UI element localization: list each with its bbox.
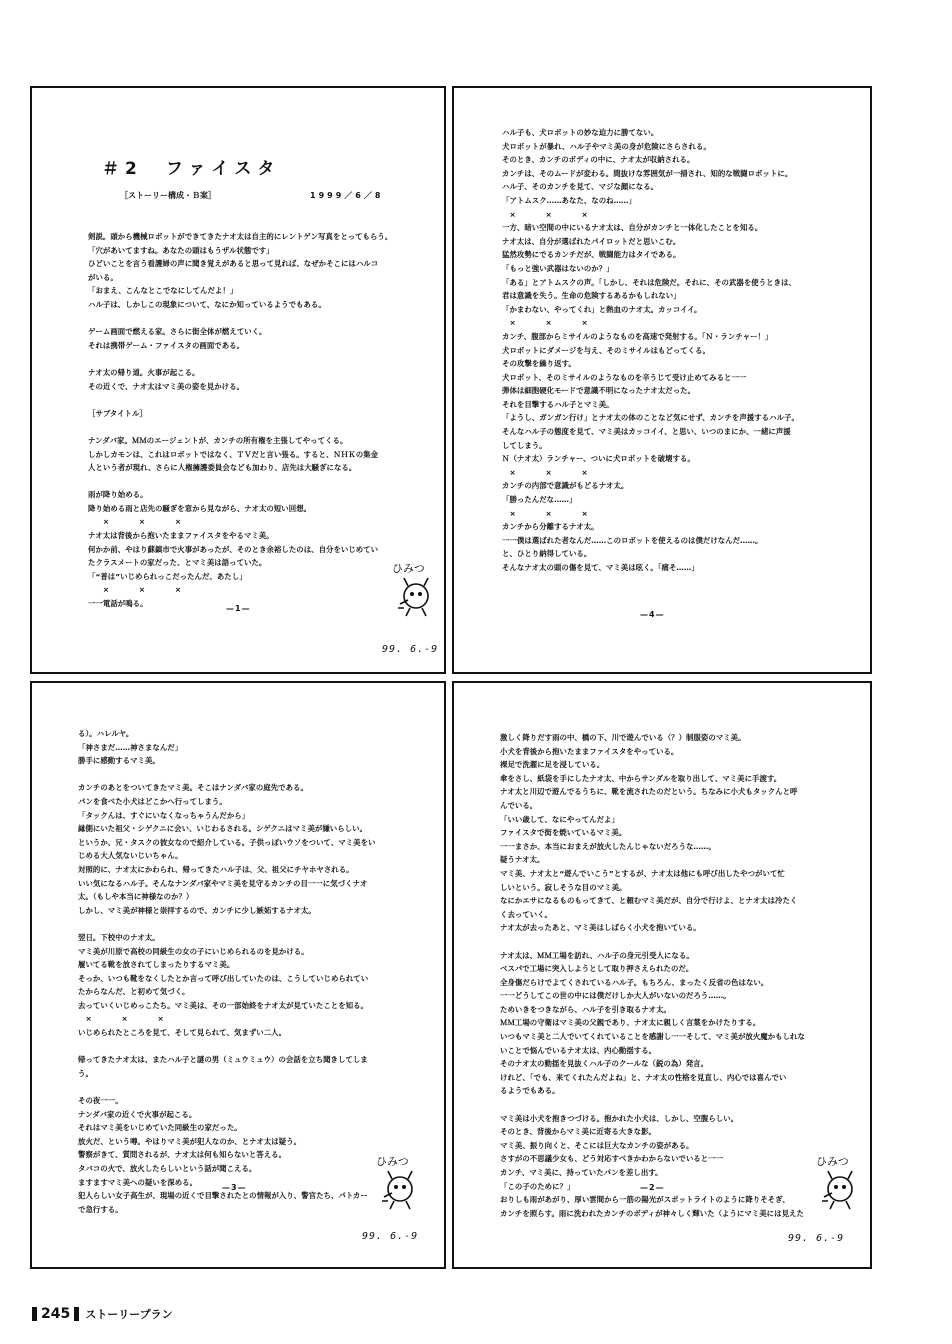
script-page-2 xyxy=(452,681,872,1269)
page-body-text: 激しく降りだす雨の中、橋の下、川で遊んでいる（？）制服姿のマミ美。 小犬を背後から抱いたままファイスタをやっている。 裸足で洗濯に足を浸している。 傘をさし、紙袋を手にしたナオ太、中からサンダルを取り出して、マミ美に手渡す。 ナオ太と川辺で遊んでるうちに、靴を流されたのだという。ちなみに小犬もタックんと呼 んでいる。 「いい歳して、なにやってんだよ」 ファイスタで街を焼いているマミ美。 一一まさか、本当におまえが放火したんじゃないだろうな……。 疑うナオ太。 マミ美、ナオ太と“遊んでいこう”とするが、ナオ太は他にも呼び出したやつがいて忙 しいという。寂しそうな目のマミ美。 なにかエサになるものもってきて、と頼むマミ美だが、自分で行けよ、とナオ太は冷たく く去っていく。 ナオ太が去ったあと、マミ美はしばらく小犬を抱いている。 ナオ太は、ＭＭ工場を訪れ、ハル子の身元引受人になる。 ベスパで工場に突入しようとして取り押さえられたのだ。 全身傷だらけでよてくされているハル子。もちろん、まったく反省の色はない。 一一どうしてこの世の中には僕だけしか大人がいないのだろう……。 ためいきをつきながら、ハル子を引き取るナオ太。 ＭＭ工場の守衛はマミ美の父親であり、ナオ太に親しく言葉をかけたりする。 いつもマミ美と二人でいてくれていることを感謝し一一そして、マミ美が放火魔かもしれな いことで悩んでいるナオ太は、内心動揺する。 そのナオ太の動揺を見抜くハル子のクールな（鋭の為）発言。 けれど、「でも、来てくれたんだよね」と、ナオ太の性格を見直し、内心では喜んでい るようでもある。 マミ美は小犬を抱きつづける。抱かれた小犬は、しかし、空腹らしい。 そのとき、背後からマミ美に近寄る大きな影。 マミ美、振り向くと、そこには巨大なカンチの姿がある。 さすがの不思議少女も、どう対応すべきかわからないでいると一一 カンチ、マミ美に、持っていたパンを差し出す。 「この子のために？」 おりしも雨があがり、厚い雲間から一筋の陽光がスポットライトのように降りそそぎ、 カンチを照らす。雨に洗われたカンチのボディが神々しく輝いた（ようにマミ美には見えた xyxy=(500,733,805,1218)
handwritten-date: 99. 6.-9 xyxy=(788,1233,845,1244)
himitsu-stamp-icon xyxy=(388,560,438,620)
stamp-text: ひみつ xyxy=(392,562,425,575)
page-number: —1— xyxy=(226,604,251,613)
page-body-text: 剣説。頭から機械ロボットができてきたナオ太は自主的にレントゲン写真をとってもらう。 「穴があいてますね。あなたの頭はもうザル状態です」 ひどいことを言う看護婦の声に聞き覚えがあると思って見れば、なぜかそこにはハルコ がいる。 「おまえ、こんなとこでなにしてんだよ！」 ハル子は、しかしこの現象について、なにか知っているようでもある。 ゲーム画面で燃える家。さらに街全体が燃えていく。 それは携帯ゲーム・ファイスタの画面である。 ナオ太の帰り道。火事が起こる。 その近くで、ナオ太はマミ美の姿を見かける。 ［サブタイトル］ ナンダバ家。ＭＭのエージェントが、カンチの所有権を主張してやってくる。 しかしカモンは、これはロボットではなく、ＴＶだと言い張る。すると、ＮＨＫの集金 人という者が現れ、さらに人権擁護委員会なども加わり、店先は大騒ぎになる。 雨が降り始める。 降り始める雨と店先の騒ぎを窓から見ながら、ナオ太の短い回想。 × × × ナオ太は背後から抱いたままファイスタをやるマミ美。 何かか前、やはり蘇鎮市で火事があったが、そのとき余裕したのは、自分をいじめてい たクラスメートの家だった、とマミ美は語っていた。 「“普は”いじめられっこだったんだ、あたし」 × × × 一一電話が鳴る。 xyxy=(88,232,393,609)
page-number: —4— xyxy=(640,610,665,619)
section-label: ストーリープラン xyxy=(85,1308,173,1321)
footer-bar-icon xyxy=(32,1307,37,1321)
himitsu-stamp-icon xyxy=(812,1153,862,1213)
handwritten-date: 99. 6.-9 xyxy=(362,1231,419,1242)
page-number: —2— xyxy=(640,1183,665,1192)
episode-title: ＃2 ファイスタ xyxy=(102,159,281,179)
script-page-4 xyxy=(452,86,872,674)
draft-date: 1999／6／8 xyxy=(310,191,384,200)
stamp-text: ひみつ xyxy=(816,1155,849,1168)
footer-bar-icon xyxy=(74,1307,79,1321)
himitsu-stamp-icon xyxy=(372,1153,422,1213)
script-page-1 xyxy=(30,86,446,674)
page-body-text: ハル子も、犬ロボットの妙な迫力に勝てない。 犬ロボットが暴れ、ハル子やマミ美の身が危険にさらされる。 そのとき、カンチのボディの中に、ナオ太が収納される。 カンチは、そのムードが変わる。間抜けな雰囲気が一掃され、知的な戦闘ロボットに。 ハル子、そのカンチを見て、マジな顔になる。 「アトムスク……あなた、なのね……」 × × × 一方、暗い空間の中にいるナオ太は、自分がカンチと一体化したことを知る。 ナオ太は、自分が選ばれたパイロットだと思いこむ。 猛然攻勢にでるカンチだが、戦闘能力はタイである。 「もっと強い武器はないのか？」 「ある」とアトムスクの声。「しかし、それは危険だ。それに、その武器を使うときは、 君は意識を失う。生命の危険するあるかもしれない」 「かまわない、やってくれ」と熱血のナオ太。カッコイイ。 × × × カンチ、腹部からミサイルのようなものを高速で発射する。「Ｎ・ランチャー！」 犬ロボットにダメージを与え、そのミサイルはもどってくる。 その攻撃を繰り返す。 犬ロボット、そのミサイルのようなものを辛うじて受け止めてみると一一 弾体は細胞硬化モードで意識不明になったナオ太だった。 それを目撃するハル子とマミ美。 「ようし、ガンガン行け」とナオ太の体のことなど気にせず、カンチを声援するハル子。 そんなハル子の態度を見て、マミ美はカッコイイ、と思い、いつのまにか、一緒に声援 してしまう。 Ｎ（ナオ太）ランチャー、ついに犬ロボットを破壊する。 × × × カンチの内部で意識がもどるナオ太。 「勝ったんだな……」 × × × カンチから分離するナオ太。 一一僕は選ばれた者なんだ……このロボットを使えるのは僕だけなんだ……。 と、ひとり納得している。 そんなナオ太の頭の傷を見て、マミ美は呟く。「痛そ……」 xyxy=(502,128,799,572)
page-number: —3— xyxy=(222,1183,247,1192)
page-body-text: る）。ハレルヤ。 「神さまだ……神さまなんだ」 勝手に感動するマミ美。 カンチのあとをついてきたマミ美。そこはナンダバ家の庭先である。 パンを食べた小犬はどこかへ行ってしまう。 「タックんは、すぐにいなくなっちゃうんだから」 縁側にいた祖父・シゲクニに会い、いじわるされる。シゲクニはマミ美が嫌いらしい。 というか、兄・タスクの彼女なので紹介している。子供っぽいウソをついて、マミ美をい じめる大人気ないじいちゃん。 対照的に、ナオ太にかわられ、帰ってきたハル子は、父、祖父にチヤホヤされる。 いい気になるハル子。そんなナンダバ家やマミ美を見守るカンチの目一一に気づくナオ 太。（もしや本当に神様なのか？） しかし、マミ美が神様と崇拝するので、カンチに少し嫉妬するナオ太。 翌日。下校中のナオ太。 マミ美が川原で高校の同級生の女の子にいじめられるのを見かける。 履いてる靴を放されてしまったりするマミ美。 そっか、いつも靴をなくしたとか言って呼び出していたのは、こうしていじめられてい たからなんだ、と初めて気づく。 去っていくいじめっこたち。マミ美は、その一部始終をナオ太が見ていたことを知る。 × × × いじめられたところを見て、そして見られて、気まずい二人。 帰ってきたナオ太は、またハル子と謎の男（ミュウミュウ）の会話を立ち聞きしてしま う。 その夜一一。 ナンダバ家の近くで火事が起こる。 それはマミ美をいじめていた同級生の家だった。 放火だ、という噂。やはりマミ美が犯人なのか、とナオ太は疑う。 警察がきて、質問されるが、ナオ太は何も知らないと答える。 タバコの火で、放火したらしいという話が聞こえる。 ますますマミ美への疑いを深める。 犯人らしい女子高生が、現場の近くで目撃されたとの情報が入り、警官たち、パトカー で急行する。 xyxy=(78,729,376,1214)
script-page-3 xyxy=(30,681,446,1269)
structure-label: ［ストーリー構成・Ｂ案］ xyxy=(120,191,216,200)
stamp-text: ひみつ xyxy=(376,1155,409,1168)
handwritten-date: 99. 6.-9 xyxy=(382,644,439,655)
book-footer xyxy=(32,1306,173,1322)
book-page-number: 245 xyxy=(41,1306,71,1322)
